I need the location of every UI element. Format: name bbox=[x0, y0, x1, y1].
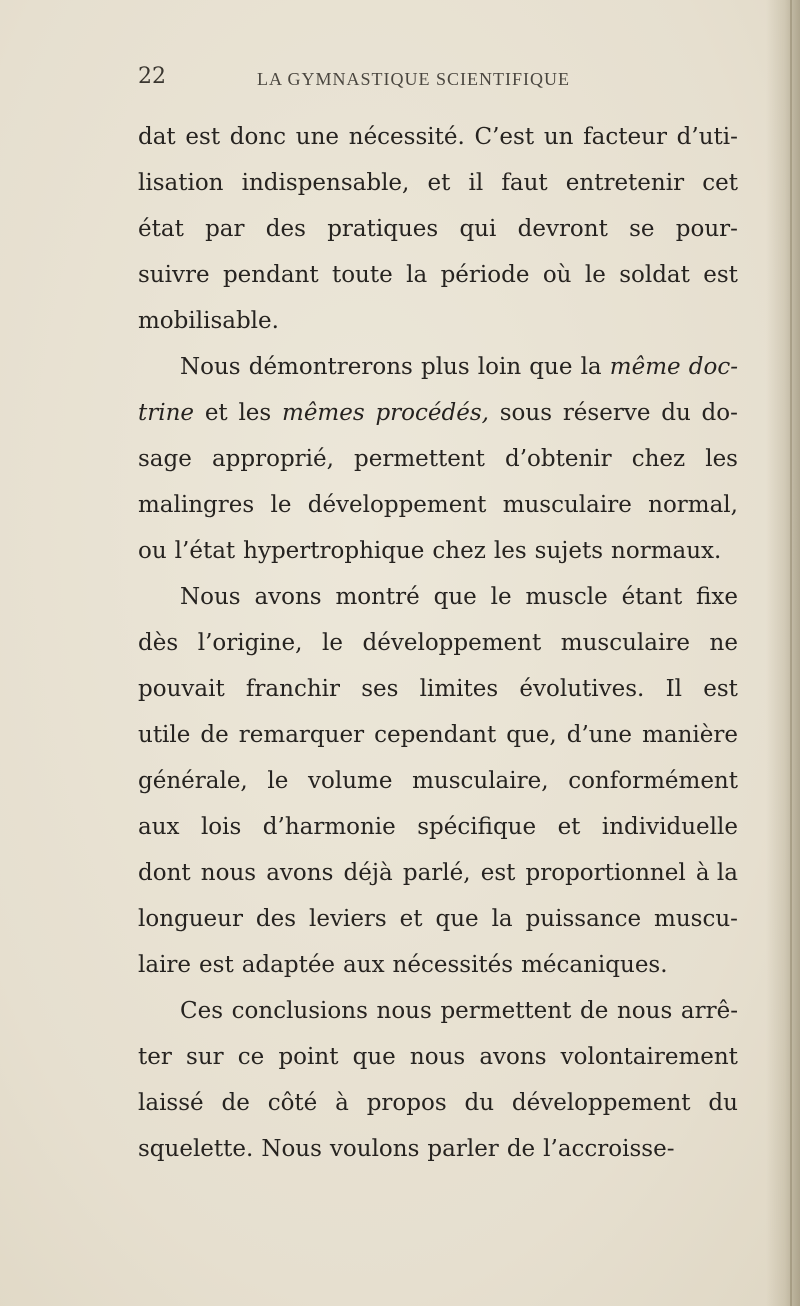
text-line bbox=[138, 1080, 738, 1126]
word: leviers bbox=[309, 906, 387, 932]
word: la bbox=[406, 262, 428, 288]
word: voulons bbox=[329, 1136, 420, 1162]
word: toute bbox=[331, 262, 393, 288]
running-head: LA GYMNASTIQUE SCIENTIFIQUE bbox=[257, 69, 570, 89]
italic-word: trine bbox=[138, 400, 195, 426]
word: normal, bbox=[648, 492, 738, 518]
word: nous bbox=[200, 860, 257, 886]
text-line bbox=[138, 482, 738, 528]
word: point bbox=[278, 1044, 339, 1070]
word: et bbox=[427, 170, 451, 196]
word: pendant bbox=[222, 262, 319, 288]
text-line bbox=[138, 850, 738, 896]
italic-word: même bbox=[609, 354, 681, 380]
word: musculaire, bbox=[412, 768, 549, 794]
word: la bbox=[491, 906, 513, 932]
word: générale, bbox=[138, 768, 248, 794]
word: facteur bbox=[583, 124, 667, 150]
text-line bbox=[138, 298, 738, 344]
word: laissé bbox=[138, 1090, 204, 1116]
word: des bbox=[255, 906, 297, 932]
word: dat bbox=[138, 124, 176, 150]
word: squelette. bbox=[138, 1136, 254, 1162]
word: état bbox=[138, 216, 184, 242]
word: côté bbox=[267, 1090, 318, 1116]
text-line bbox=[138, 1034, 738, 1080]
word: que, bbox=[506, 722, 557, 748]
word: dont bbox=[138, 860, 191, 886]
word: des bbox=[265, 216, 306, 242]
text-line bbox=[138, 804, 738, 850]
word: un bbox=[543, 124, 574, 150]
word: avons bbox=[254, 584, 322, 610]
word: est bbox=[199, 952, 234, 978]
word: d’une bbox=[566, 722, 633, 748]
word: propos bbox=[366, 1090, 447, 1116]
word: donc bbox=[229, 124, 287, 150]
word: du bbox=[661, 400, 691, 426]
word: chez bbox=[631, 446, 686, 472]
text-line bbox=[138, 666, 738, 712]
word: démontrerons bbox=[248, 354, 413, 380]
word: l’accroisse- bbox=[543, 1136, 675, 1162]
text-line bbox=[138, 436, 738, 482]
word: limites bbox=[419, 676, 499, 702]
word: du bbox=[464, 1090, 495, 1116]
word: sous bbox=[499, 400, 553, 426]
word: cet bbox=[702, 170, 738, 196]
word: malingres bbox=[138, 492, 255, 518]
word: remarquer bbox=[238, 722, 365, 748]
word: et bbox=[557, 814, 581, 840]
text-line bbox=[138, 758, 738, 804]
word: du bbox=[708, 1090, 738, 1116]
word: aux bbox=[343, 952, 385, 978]
word: évolutives. bbox=[519, 676, 645, 702]
word: longueur bbox=[138, 906, 243, 932]
word: mobilisable. bbox=[138, 308, 279, 334]
word: volontairement bbox=[560, 1044, 738, 1070]
word: Nous bbox=[261, 1136, 322, 1162]
text-line bbox=[138, 896, 738, 942]
italic-word: doc- bbox=[688, 354, 738, 380]
word: où bbox=[542, 262, 572, 288]
word: les bbox=[493, 538, 527, 564]
word: se bbox=[629, 216, 655, 242]
word: développement bbox=[511, 1090, 691, 1116]
text-line bbox=[138, 206, 738, 252]
word: par bbox=[205, 216, 245, 242]
text-line bbox=[138, 988, 738, 1034]
word: nous bbox=[616, 998, 673, 1024]
word: dès bbox=[138, 630, 179, 656]
word: de bbox=[579, 998, 609, 1024]
word: période bbox=[440, 262, 530, 288]
word: aux bbox=[138, 814, 180, 840]
word: loin bbox=[477, 354, 522, 380]
word: réserve bbox=[562, 400, 651, 426]
text-line bbox=[138, 114, 738, 160]
word: indispensable, bbox=[241, 170, 410, 196]
word: entretenir bbox=[565, 170, 685, 196]
word: conformément bbox=[568, 768, 738, 794]
word: individuelle bbox=[601, 814, 738, 840]
word: adaptée bbox=[241, 952, 336, 978]
text-line bbox=[138, 1126, 738, 1172]
word: cependant bbox=[374, 722, 497, 748]
word: l’état bbox=[174, 538, 236, 564]
word: normaux. bbox=[611, 538, 722, 564]
word: ne bbox=[709, 630, 738, 656]
word: laire bbox=[138, 952, 192, 978]
word: le bbox=[270, 492, 292, 518]
word: volume bbox=[308, 768, 393, 794]
word: nécessité. bbox=[348, 124, 465, 150]
word: musculaire bbox=[560, 630, 690, 656]
word: ses bbox=[361, 676, 399, 702]
word: d’obtenir bbox=[505, 446, 612, 472]
word: arrê- bbox=[680, 998, 738, 1024]
word: mécaniques. bbox=[521, 952, 668, 978]
word: est bbox=[185, 124, 221, 150]
word: développement bbox=[362, 630, 542, 656]
word: chez bbox=[432, 538, 486, 564]
word: sage bbox=[138, 446, 192, 472]
body-text bbox=[138, 114, 738, 1172]
text-line bbox=[138, 160, 738, 206]
word: que bbox=[433, 584, 477, 610]
word: spécifique bbox=[417, 814, 537, 840]
page-header bbox=[138, 64, 768, 94]
page-edge-line bbox=[790, 0, 792, 1306]
word: devront bbox=[517, 216, 608, 242]
word: déjà bbox=[343, 860, 393, 886]
word: le bbox=[490, 584, 512, 610]
word: ter bbox=[138, 1044, 172, 1070]
word: les bbox=[705, 446, 738, 472]
word: utile bbox=[138, 722, 191, 748]
word: parler bbox=[427, 1136, 499, 1162]
text-line bbox=[138, 712, 738, 758]
italic-word: procédés, bbox=[375, 400, 489, 426]
word: le bbox=[267, 768, 289, 794]
word: sur bbox=[186, 1044, 224, 1070]
page-edge-shadow bbox=[766, 0, 800, 1306]
word: et bbox=[399, 906, 423, 932]
word: l’origine, bbox=[197, 630, 303, 656]
word: do- bbox=[701, 400, 738, 426]
word: ce bbox=[237, 1044, 265, 1070]
word: de bbox=[200, 722, 229, 748]
word: que bbox=[529, 354, 573, 380]
word: à bbox=[335, 1090, 349, 1116]
word: est bbox=[703, 676, 738, 702]
word: proportionnel bbox=[525, 860, 686, 886]
word: fixe bbox=[696, 584, 738, 610]
word: lois bbox=[200, 814, 242, 840]
word: avons bbox=[266, 860, 334, 886]
text-line bbox=[138, 252, 738, 298]
word: franchir bbox=[245, 676, 340, 702]
word: nous bbox=[409, 1044, 466, 1070]
word: que bbox=[435, 906, 479, 932]
word: soldat bbox=[619, 262, 690, 288]
word: lisation bbox=[138, 170, 224, 196]
word: qui bbox=[459, 216, 497, 242]
word: muscle bbox=[525, 584, 608, 610]
text-line bbox=[138, 574, 738, 620]
word: est bbox=[480, 860, 516, 886]
word: plus bbox=[420, 354, 470, 380]
word: les bbox=[238, 400, 272, 426]
word: Ces bbox=[180, 998, 224, 1024]
text-line bbox=[138, 344, 738, 390]
word: d’harmonie bbox=[262, 814, 396, 840]
word: permettent bbox=[440, 998, 572, 1024]
word: la bbox=[580, 354, 602, 380]
text-line bbox=[138, 528, 738, 574]
word: étant bbox=[621, 584, 683, 610]
italic-word: mêmes bbox=[282, 400, 365, 426]
text-line bbox=[138, 620, 738, 666]
word: parlé, bbox=[402, 860, 471, 886]
word: il bbox=[468, 170, 484, 196]
word: conclusions bbox=[231, 998, 368, 1024]
word: le bbox=[584, 262, 606, 288]
word: manière bbox=[642, 722, 738, 748]
word: ou bbox=[138, 538, 167, 564]
word: musculaire bbox=[502, 492, 632, 518]
word: de bbox=[506, 1136, 536, 1162]
word: et bbox=[204, 400, 228, 426]
word: C’est bbox=[474, 124, 535, 150]
word: avons bbox=[479, 1044, 547, 1070]
word: à la bbox=[695, 860, 738, 886]
text-line bbox=[138, 390, 738, 436]
word: d’uti- bbox=[676, 124, 738, 150]
word: est bbox=[703, 262, 738, 288]
word: nécessités bbox=[392, 952, 514, 978]
word: muscu- bbox=[654, 906, 738, 932]
word: sujets bbox=[534, 538, 604, 564]
text-line bbox=[138, 942, 738, 988]
word: puissance bbox=[525, 906, 642, 932]
word: Nous bbox=[180, 354, 241, 380]
word: développement bbox=[307, 492, 487, 518]
word: pratiques bbox=[327, 216, 439, 242]
word: montré bbox=[335, 584, 420, 610]
word: suivre bbox=[138, 262, 210, 288]
word: une bbox=[295, 124, 340, 150]
word: que bbox=[352, 1044, 396, 1070]
word: nous bbox=[376, 998, 432, 1024]
word: permettent bbox=[354, 446, 485, 472]
word: pour- bbox=[675, 216, 738, 242]
word: Nous bbox=[180, 584, 241, 610]
word: faut bbox=[501, 170, 548, 196]
word: hypertrophique bbox=[243, 538, 425, 564]
page-number: 22 bbox=[138, 64, 166, 89]
word: le bbox=[321, 630, 343, 656]
word: de bbox=[221, 1090, 250, 1116]
word: pouvait bbox=[138, 676, 225, 702]
word: approprié, bbox=[211, 446, 334, 472]
word: Il bbox=[665, 676, 683, 702]
